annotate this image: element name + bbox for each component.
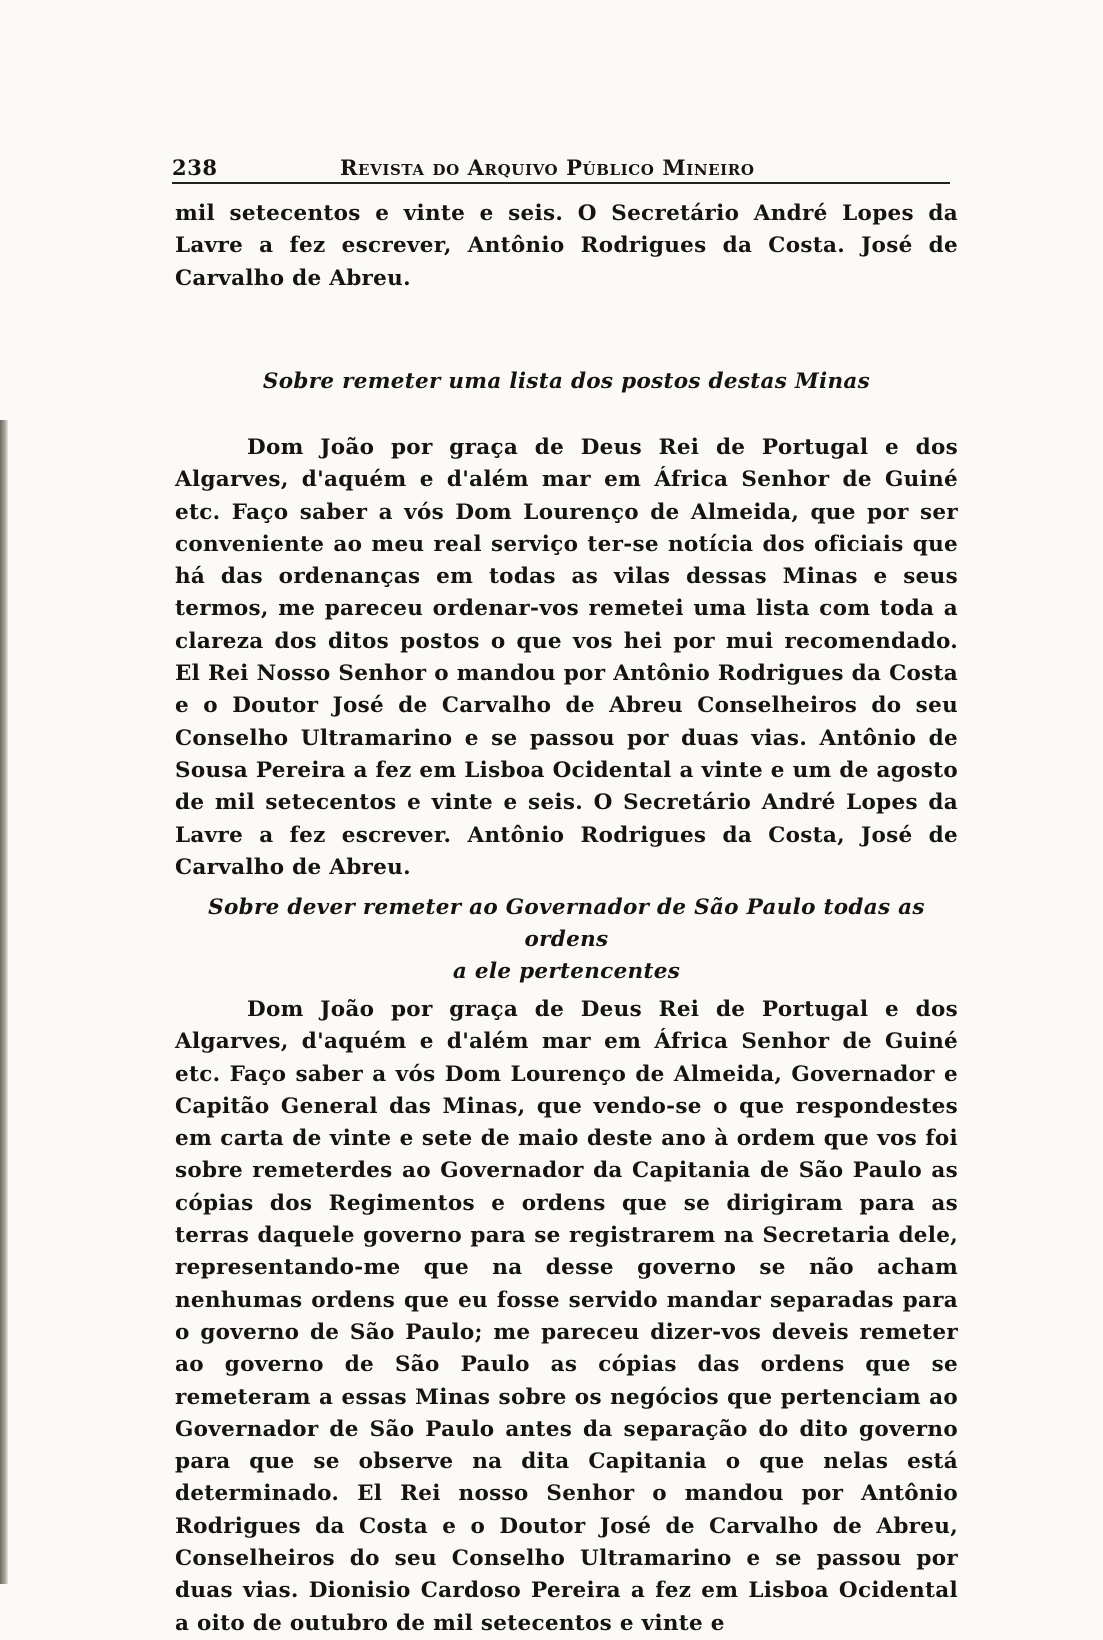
page-header <box>172 152 950 184</box>
running-title: Revista do Arquivo Público Mineiro <box>340 155 755 180</box>
book-spine-shadow <box>0 420 8 1584</box>
section2-heading <box>175 892 958 988</box>
section2-heading-line2: a ele pertencentes <box>452 959 681 984</box>
paragraph-top: mil setecentos e vinte e seis. O Secretário André Lopes da Lavre a fez escrever, Antônio Rodrigues da Costa. José de Carvalho de Abreu. <box>175 201 958 291</box>
section1-heading: Sobre remeter uma lista dos postos destas Minas <box>262 369 871 394</box>
section1-body: Dom João por graça de Deus Rei de Portugal e dos Algarves, d'aquém e d'além mar em África Senhor de Guiné etc. Faço saber a vós Dom Lourenço de Almeida, que por ser conveniente ao meu real serviço ter-se notícia dos oficiais que há das ordenanças em todas as vilas dessas Minas e seus termos, me pareceu ordenar-vos remetei uma lista com toda a clareza dos ditos postos o que vos hei por mui recomendado. El Rei Nosso Senhor o mandou por Antônio Rodrigues da Costa e o Doutor José de Carvalho de Abreu Conselheiros do seu Conselho Ultramarino e se passou por duas vias. Antônio de Sousa Pereira a fez em Lisboa Ocidental a vinte e um de agosto de mil setecentos e vinte e seis. O Secretário André Lopes da Lavre a fez escrever. Antônio Rodrigues da Costa, José de Carvalho de Abreu. <box>175 435 958 880</box>
section2-heading-line1: Sobre dever remeter ao Governador de São Paulo todas as ordens <box>208 895 925 952</box>
section2-body: Dom João por graça de Deus Rei de Portugal e dos Algarves, d'aquém e d'além mar em África Senhor de Guiné etc. Faço saber a vós Dom Lourenço de Almeida, Governador e Capitão General das Minas, que vendo-se o que respondestes em carta de vinte e sete de maio deste ano à ordem que vos foi sobre remeterdes ao Governador da Capitania de São Paulo as cópias dos Regimentos e ordens que se dirigiram para as terras daquele governo para se registrarem na Secretaria dele, representando-me que na desse governo se não acham nenhumas ordens que eu fosse servido mandar separadas para o governo de São Paulo; me pareceu dizer-vos deveis remeter ao governo de São Paulo as cópias das ordens que se remeteram a essas Minas sobre os negócios que pertenciam ao Governador de São Paulo antes da separação do dito governo para que se observe na dita Capitania o que nelas está determinado. El Rei nosso Senhor o mandou por Antônio Rodrigues da Costa e o Doutor José de Carvalho de Abreu, Conselheiros do seu Conselho Ultramarino e se passou por duas vias. Dionisio Cardoso Pereira a fez em Lisboa Ocidental a oito de outubro de mil setecentos e vinte e <box>175 997 958 1636</box>
page-number: 238 <box>172 155 218 180</box>
